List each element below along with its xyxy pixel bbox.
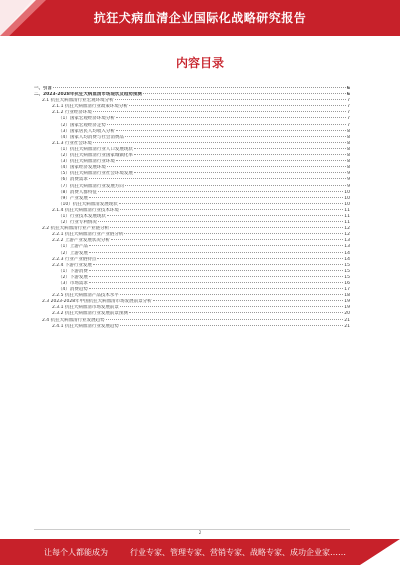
toc-entry-page: 9 xyxy=(347,171,350,177)
toc-leader-dots xyxy=(89,270,343,271)
toc-entry-page: 11 xyxy=(344,207,350,213)
table-of-contents xyxy=(34,86,350,330)
toc-entry-page: 14 xyxy=(344,256,350,262)
toc-entry-page: 8 xyxy=(347,140,350,146)
toc-leader-dots xyxy=(134,172,346,173)
toc-entry-text: （8）消费人群特征 xyxy=(58,189,97,195)
toc-entry-page: 17 xyxy=(344,287,350,293)
toc-entry-text: （2）国家宏观经济走势 xyxy=(58,122,106,128)
toc-entry-text: 2.3.1 抗狂犬病血清市场发展前景 xyxy=(52,305,119,311)
toc-entry-page: 14 xyxy=(344,250,350,256)
toc-entry-page: 8 xyxy=(347,146,350,152)
toc-leader-dots xyxy=(107,124,346,125)
toc-leader-dots xyxy=(89,288,343,289)
toc-leader-dots xyxy=(124,233,343,234)
toc-entry-page: 10 xyxy=(344,189,350,195)
toc-leader-dots xyxy=(120,294,343,295)
footer-slogan-left: 让每个人都能成为 xyxy=(44,548,108,557)
toc-leader-dots xyxy=(116,130,346,131)
toc-entry-page: 21 xyxy=(344,317,350,323)
toc-entry-text: （3）市场需求 xyxy=(58,281,88,286)
toc-leader-dots xyxy=(129,312,343,313)
toc-entry-text: （2）抗狂犬病血清行业国家城镇化率 xyxy=(58,153,133,159)
toc-entry-page: 20 xyxy=(344,311,350,317)
toc-entry[interactable] xyxy=(34,324,350,330)
toc-entry-text: 2.2 抗狂犬病血清行业产业链分析 xyxy=(42,226,110,232)
toc-entry-page: 6 xyxy=(346,86,350,91)
toc-entry-text: 2.4 抗狂犬病血清行业发展趋势 xyxy=(42,317,105,323)
toc-entry-text: （1）下游消费 xyxy=(58,268,88,274)
toc-leader-dots xyxy=(120,209,343,210)
toc-entry-text: （1）行业技术发展现状 xyxy=(58,213,106,219)
toc-leader-dots xyxy=(89,245,343,246)
toc-entry-text: （3）国家居民人均收入分析 xyxy=(58,128,115,134)
footer-decoration xyxy=(360,539,400,565)
toc-entry-text: 2.2.4 下游行业发展 xyxy=(52,262,92,268)
page-number: 2 xyxy=(198,530,202,535)
toc-leader-dots xyxy=(134,154,346,155)
toc-entry-text: （7）抗狂犬病血清行业发展方向 xyxy=(58,183,124,189)
toc-entry-text: （2）下游发展 xyxy=(58,274,88,280)
toc-leader-dots xyxy=(116,160,346,161)
toc-leader-dots xyxy=(93,111,346,112)
toc-leader-dots xyxy=(125,136,346,137)
toc-entry-text: 2.2.2 上游产业发展状况分析 xyxy=(52,238,110,244)
toc-entry-text: （4）国家经济发展环境 xyxy=(58,165,106,171)
toc-entry-text: 2.1 抗狂犬病血清行业宏观环境分析 xyxy=(42,98,114,104)
toc-entry-page: 11 xyxy=(344,213,350,219)
toc-entry-text: 2.3 2023-2028年中国抗狂犬病血清市场发展前景分析 xyxy=(42,299,152,305)
toc-leader-dots xyxy=(120,325,343,326)
toc-leader-dots xyxy=(106,319,344,320)
toc-entry-text: （5）抗狂犬病血清行业社会环境发展 xyxy=(58,171,133,177)
toc-entry-text: 2.1.4 抗狂犬病血清行业技术环境 xyxy=(52,207,119,213)
toc-entry-page: 7 xyxy=(347,104,350,110)
toc-entry-page: 15 xyxy=(344,268,350,274)
toc-leader-dots xyxy=(115,99,347,100)
toc-entry-page: 8 xyxy=(347,159,350,165)
toc-entry-page: 9 xyxy=(347,177,350,183)
toc-entry-page: 8 xyxy=(347,153,350,159)
toc-leader-dots xyxy=(89,276,343,277)
toc-leader-dots xyxy=(93,142,346,143)
toc-leader-dots xyxy=(110,227,343,228)
toc-leader-dots xyxy=(153,300,344,301)
toc-entry-page: 16 xyxy=(344,281,350,286)
toc-entry-page: 7 xyxy=(347,110,350,116)
toc-entry-page: 19 xyxy=(344,299,350,305)
toc-entry-text: （6）消费需求 xyxy=(58,177,88,183)
toc-leader-dots xyxy=(143,93,346,94)
toc-leader-dots xyxy=(53,87,346,88)
toc-leader-dots xyxy=(98,221,343,222)
toc-leader-dots xyxy=(93,264,343,265)
toc-entry-page: 18 xyxy=(344,293,350,299)
toc-entry-text: 2.1.3 行业社会环境 xyxy=(52,140,92,146)
toc-entry-text: 2.1.2 行业经济环境 xyxy=(52,110,92,116)
report-title: 抗狂犬病血清企业国际化战略研究报告 xyxy=(93,11,307,25)
toc-entry-page: 8 xyxy=(347,134,350,140)
footer-slogan-right: 行业专家、管理专家、营销专家、战略专家、成功企业家…… xyxy=(130,548,346,557)
toc-entry-page: 8 xyxy=(347,165,350,171)
toc-entry-text: （3）抗狂犬病血清行业环境 xyxy=(58,159,115,165)
toc-leader-dots xyxy=(97,258,343,259)
toc-leader-dots xyxy=(120,306,343,307)
toc-entry-text: （2）上游发展 xyxy=(58,250,88,256)
toc-leader-dots xyxy=(111,239,343,240)
toc-entry-page: 11 xyxy=(344,220,350,226)
page-footer xyxy=(0,539,400,565)
toc-entry-page: 7 xyxy=(347,116,350,122)
toc-leader-dots xyxy=(89,282,343,283)
toc-entry-page: 12 xyxy=(344,232,350,238)
toc-entry-text: （1）抗狂犬病血清行业人口发展现状 xyxy=(58,146,133,152)
toc-leader-dots xyxy=(89,252,343,253)
toc-entry-text: （1）国家宏观经济环境分析 xyxy=(58,116,115,122)
toc-entry-page: 8 xyxy=(347,128,350,134)
toc-entry-page: 9 xyxy=(347,183,350,189)
toc-entry-page: 19 xyxy=(344,305,350,311)
toc-leader-dots xyxy=(107,166,346,167)
toc-entry-text: 二、2023-2028年抗狂犬病血清市场现状及趋势预测 xyxy=(34,92,142,98)
toc-entry-text: （10）抗狂犬病血清发展现状 xyxy=(58,201,118,207)
toc-entry-page: 7 xyxy=(347,98,350,104)
toc-entry-text: 2.2.1 抗狂犬病血清行业产业链分析 xyxy=(52,232,124,238)
toc-leader-dots xyxy=(116,117,346,118)
toc-entry-page: 21 xyxy=(344,323,350,329)
toc-entry-text: 一、引言 xyxy=(34,86,52,91)
toc-entry-page: 7 xyxy=(347,122,350,128)
toc-leader-dots xyxy=(134,148,346,149)
toc-entry-text: （9）产业发展 xyxy=(58,195,88,201)
toc-leader-dots xyxy=(107,215,343,216)
toc-leader-dots xyxy=(125,185,346,186)
toc-entry-page: 15 xyxy=(344,262,350,268)
toc-leader-dots xyxy=(119,203,344,204)
toc-entry-text: 2.2.3 行业产业链特点 xyxy=(52,256,97,262)
toc-leader-dots xyxy=(89,178,346,179)
toc-entry-page: 12 xyxy=(344,226,350,232)
toc-entry-text: 2.4.1 抗狂犬病血清行业发展趋势 xyxy=(52,323,119,329)
toc-entry-page: 13 xyxy=(344,238,350,244)
toc-entry-text: 2.2.5 抗狂犬病血清产品技术水平 xyxy=(52,293,119,299)
toc-entry-text: 2.3.2 抗狂犬病血清行业发展前景预测 xyxy=(52,311,128,317)
toc-leader-dots xyxy=(89,197,343,198)
page-header xyxy=(0,0,400,36)
toc-entry-text: （2）行业专利情况 xyxy=(58,220,97,226)
toc-leader-dots xyxy=(98,191,343,192)
toc-entry-page: 13 xyxy=(344,244,350,250)
toc-leader-dots xyxy=(129,105,346,106)
toc-entry-text: （4）消费趋势 xyxy=(58,287,88,293)
toc-entry-text: （1）上游产品 xyxy=(58,244,88,250)
toc-entry-page: 15 xyxy=(344,274,350,280)
toc-entry-page: 10 xyxy=(344,201,350,207)
toc-entry-text: 2.1.1 抗狂犬病血清行业政策环境分析 xyxy=(52,104,128,110)
toc-entry-page: 6 xyxy=(346,92,350,98)
toc-entry-page: 10 xyxy=(344,195,350,201)
toc-heading: 内容目录 xyxy=(175,56,224,70)
toc-entry-text: （4）国家人均消费与社会消费品 xyxy=(58,134,124,140)
